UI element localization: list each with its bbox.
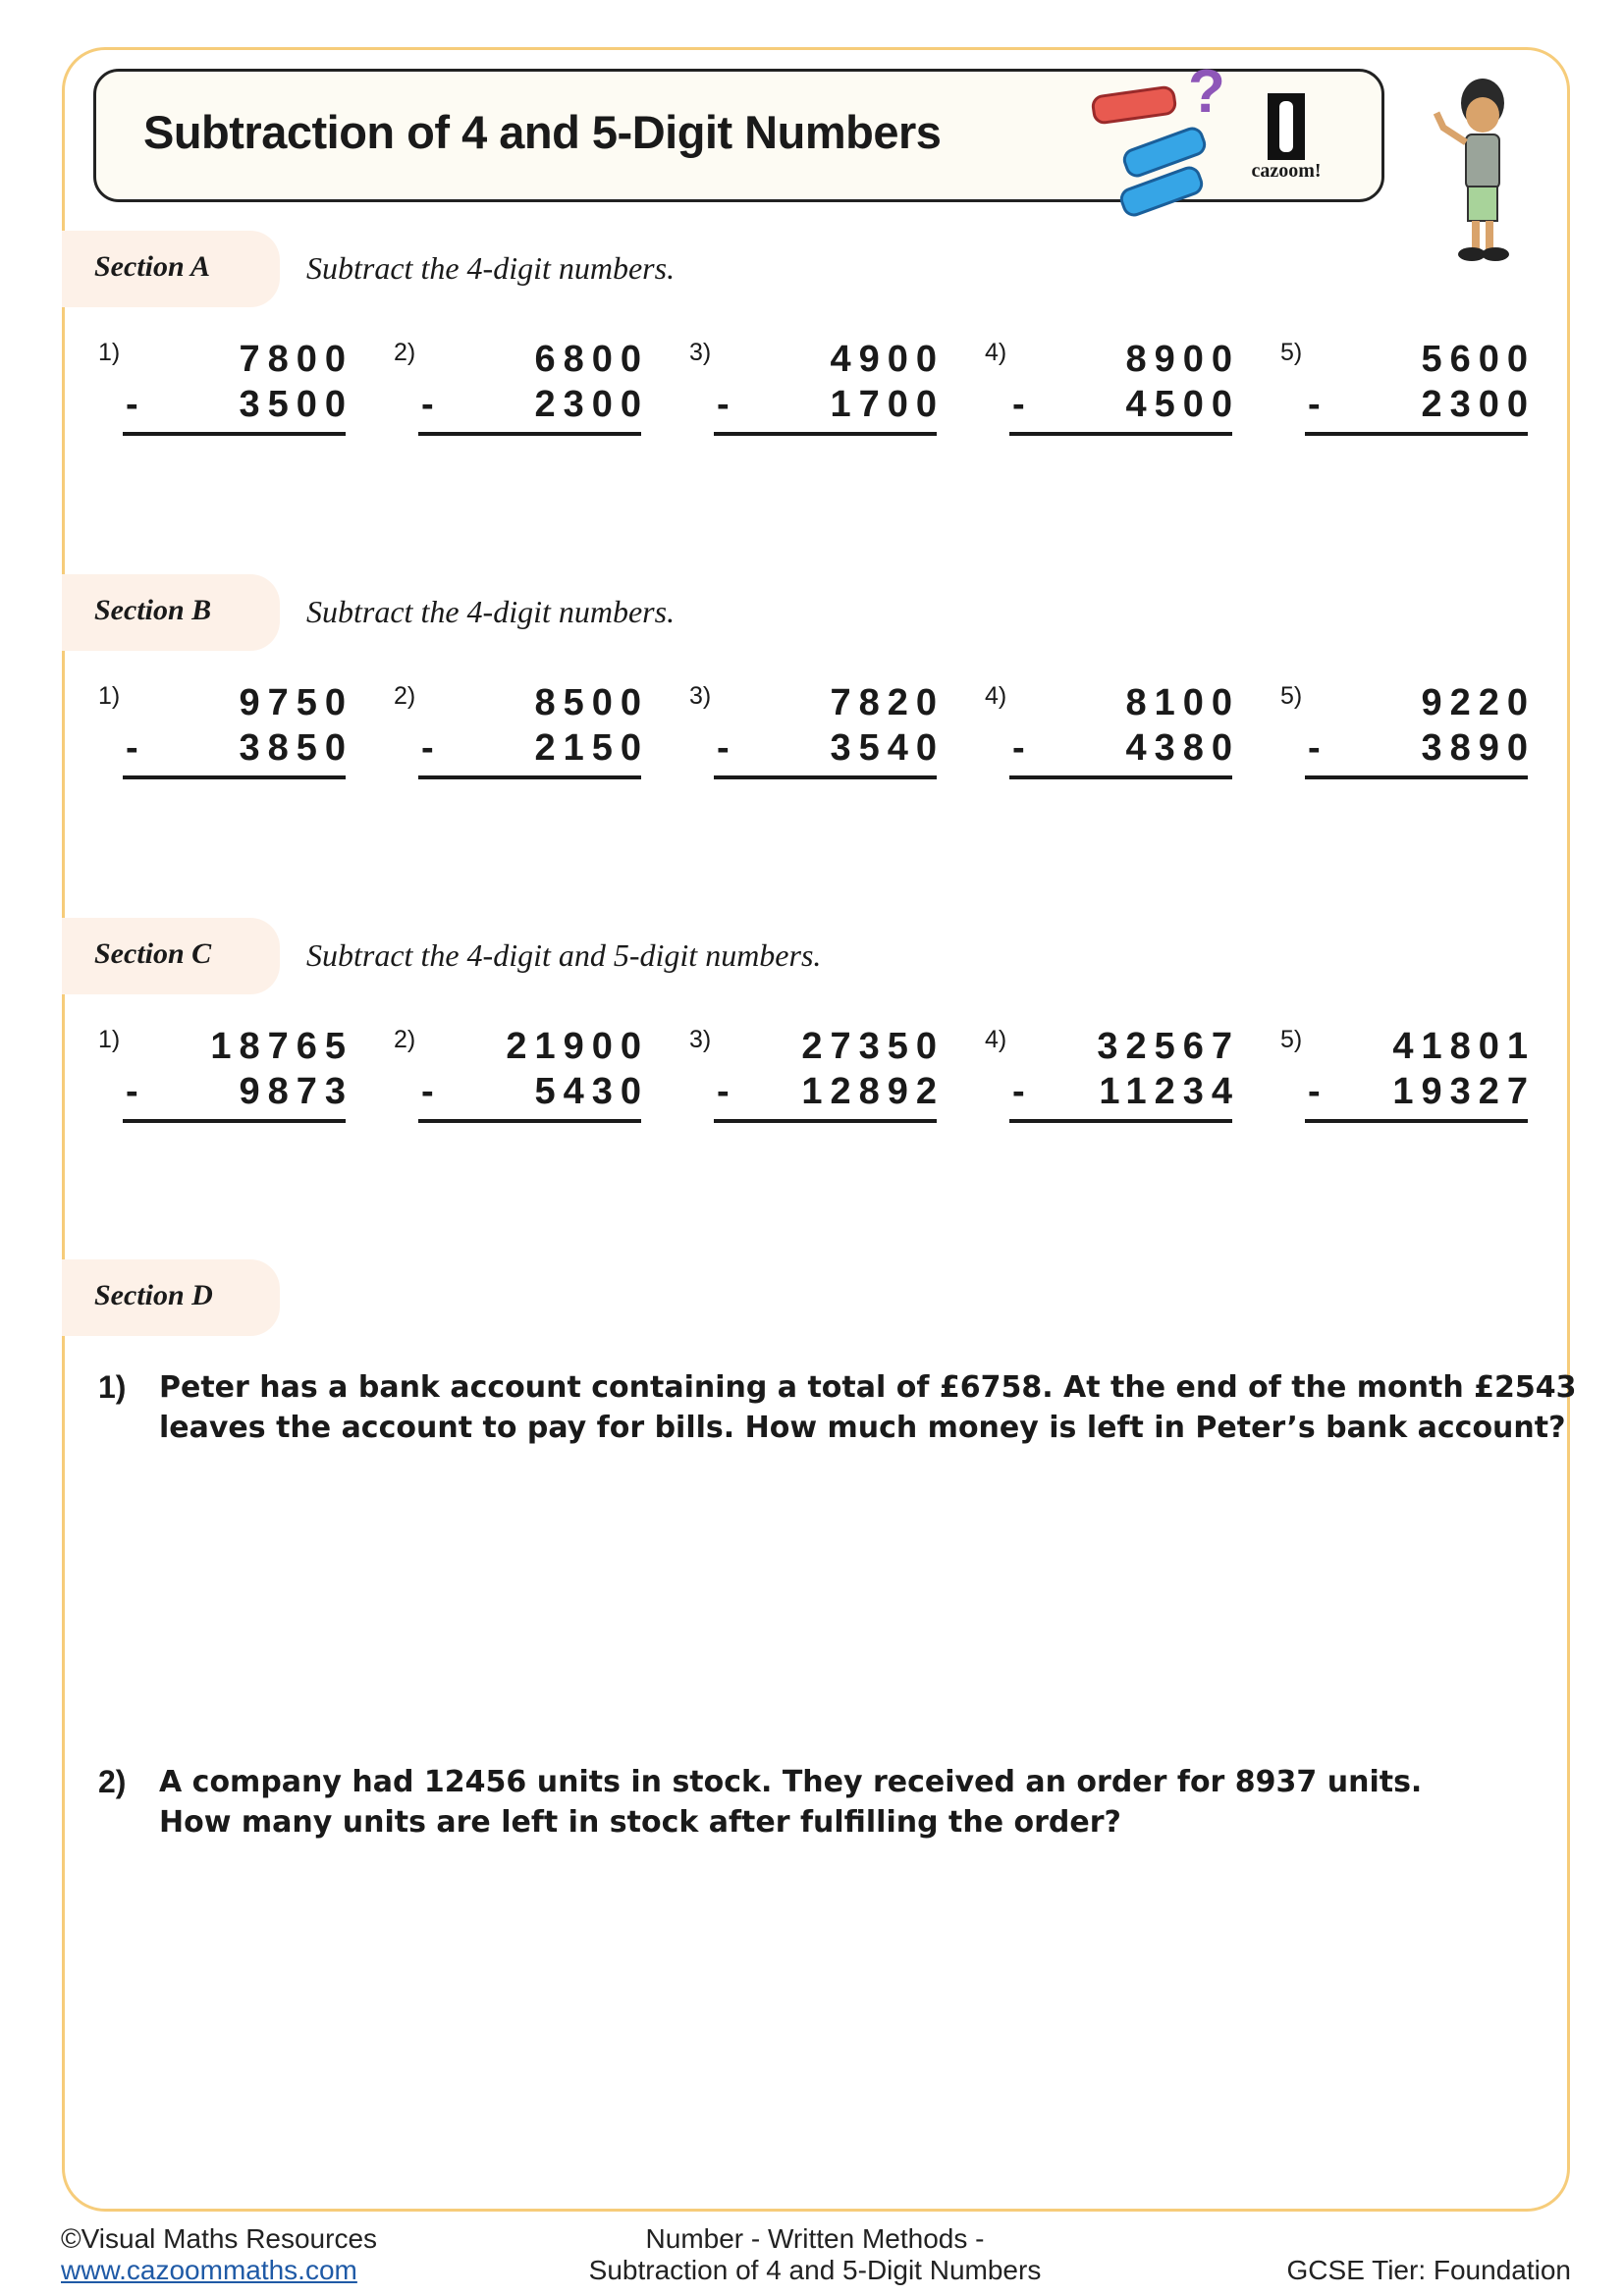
answer-line — [714, 775, 937, 779]
answer-line — [1305, 432, 1528, 436]
answer-line — [123, 432, 346, 436]
minuend: 4900 — [830, 339, 945, 380]
answer-line — [714, 1119, 937, 1123]
answer-line — [1305, 775, 1528, 779]
tier-label: GCSE Tier: Foundation — [1286, 2255, 1571, 2285]
minus-sign: - — [126, 1071, 138, 1112]
subtrahend: 2150 — [534, 727, 649, 769]
question-number: 1) — [98, 1369, 127, 1405]
logo-text: cazoom! — [1251, 160, 1322, 182]
question-text: A company had 12456 units in stock. They received an order for 8937 units. How many units are left in stock after fulfilling the order? — [159, 1765, 1423, 1840]
section-tab — [62, 231, 280, 307]
problem-number: 5) — [1280, 682, 1303, 710]
answer-line — [123, 1119, 346, 1123]
question-text: Peter has a bank account containing a total of £6758. At the end of the month £2543 leaves the account to pay for bills. How much money is left in Peter’s bank account? — [159, 1370, 1577, 1445]
answer-line — [1009, 432, 1232, 436]
answer-line — [418, 775, 641, 779]
minuend: 9220 — [1421, 682, 1536, 723]
copyright: ©Visual Maths Resources — [61, 2223, 378, 2254]
minus-sign: - — [1308, 1071, 1321, 1112]
subtraction-problem — [98, 1026, 353, 1134]
problem-number: 3) — [689, 682, 712, 710]
subtrahend: 12892 — [801, 1071, 945, 1112]
subtrahend: 3540 — [830, 727, 945, 769]
section-label: Section A — [94, 250, 211, 283]
minuend: 8500 — [534, 682, 649, 723]
subtraction-problem — [98, 339, 353, 447]
subtrahend: 3890 — [1421, 727, 1536, 769]
subtrahend: 3500 — [239, 384, 353, 425]
subtraction-problem — [98, 682, 353, 790]
topic-line-2: Subtraction of 4 and 5-Digit Numbers — [588, 2255, 1042, 2285]
problem-number: 2) — [394, 339, 416, 366]
minus-sign: - — [717, 384, 730, 425]
minus-sign: - — [1308, 384, 1321, 425]
subtrahend: 3850 — [239, 727, 353, 769]
cartoon-boy-icon — [1429, 74, 1527, 270]
minus-sign: - — [126, 384, 138, 425]
problem-number: 1) — [98, 339, 121, 366]
problem-number: 3) — [689, 1026, 712, 1053]
subtraction-problem — [985, 339, 1240, 447]
answer-line — [418, 432, 641, 436]
subtraction-problem — [394, 1026, 649, 1134]
minuend: 7800 — [239, 339, 353, 380]
section-instruction: Subtract the 4-digit numbers. — [306, 250, 676, 286]
minuend: 41801 — [1392, 1026, 1536, 1067]
cazoom-logo — [1242, 93, 1330, 183]
section-instruction: Subtract the 4-digit numbers. — [306, 594, 676, 629]
subtraction-problem — [1280, 339, 1536, 447]
minus-sign: - — [1012, 1071, 1025, 1112]
subtraction-problem — [985, 1026, 1240, 1134]
section-tab — [62, 918, 280, 994]
minus-sign: - — [717, 727, 730, 769]
problem-number: 4) — [985, 1026, 1007, 1053]
section-label: Section C — [94, 937, 212, 970]
answer-line — [418, 1119, 641, 1123]
website-link-text[interactable]: www.cazoommaths.com — [61, 2255, 357, 2285]
minuend: 7820 — [830, 682, 945, 723]
subtrahend: 2300 — [1421, 384, 1536, 425]
minuend: 32567 — [1097, 1026, 1240, 1067]
question-number: 2) — [98, 1764, 127, 1799]
problem-number: 2) — [394, 1026, 416, 1053]
problem-number: 5) — [1280, 1026, 1303, 1053]
subtrahend: 4380 — [1125, 727, 1240, 769]
minus-sign: - — [421, 727, 434, 769]
minuend: 6800 — [534, 339, 649, 380]
minuend: 5600 — [1421, 339, 1536, 380]
logo-mark-icon — [1268, 93, 1305, 160]
subtraction-problem — [689, 1026, 945, 1134]
minuend: 9750 — [239, 682, 353, 723]
subtrahend: 5430 — [534, 1071, 649, 1112]
page-title: Subtraction of 4 and 5-Digit Numbers — [143, 106, 942, 158]
subtrahend: 19327 — [1392, 1071, 1536, 1112]
problem-number: 4) — [985, 682, 1007, 710]
minus-sign: - — [717, 1071, 730, 1112]
problem-number: 1) — [98, 1026, 121, 1053]
subtraction-problem — [1280, 1026, 1536, 1134]
question-mark-icon: ? — [1188, 58, 1225, 126]
section-tab — [62, 574, 280, 651]
minuend: 8900 — [1125, 339, 1240, 380]
minuend: 27350 — [801, 1026, 945, 1067]
subtraction-problem — [689, 339, 945, 447]
minus-sign: - — [421, 384, 434, 425]
problem-number: 1) — [98, 682, 121, 710]
problem-number: 2) — [394, 682, 416, 710]
subtrahend: 9873 — [239, 1071, 353, 1112]
minus-sign: - — [126, 727, 138, 769]
subtraction-problem — [689, 682, 945, 790]
minus-sign: - — [1012, 727, 1025, 769]
section-instruction: Subtract the 4-digit and 5-digit numbers. — [306, 937, 822, 973]
problem-number: 3) — [689, 339, 712, 366]
section-d-tab — [62, 1259, 280, 1336]
section-label: Section B — [94, 594, 212, 626]
minuend: 18765 — [210, 1026, 353, 1067]
problem-number: 5) — [1280, 339, 1303, 366]
answer-line — [123, 775, 346, 779]
subtrahend: 1700 — [830, 384, 945, 425]
minus-sign: - — [1012, 384, 1025, 425]
subtraction-problem — [394, 339, 649, 447]
subtrahend: 2300 — [534, 384, 649, 425]
subtrahend: 4500 — [1125, 384, 1240, 425]
problem-number: 4) — [985, 339, 1007, 366]
subtrahend: 11234 — [1099, 1071, 1240, 1112]
website-link[interactable] — [61, 2255, 357, 2286]
minus-sign: - — [1308, 727, 1321, 769]
subtraction-problem — [394, 682, 649, 790]
answer-line — [1305, 1119, 1528, 1123]
topic-line-1: Number - Written Methods - — [645, 2223, 985, 2254]
subtraction-problem — [985, 682, 1240, 790]
minus-sign: - — [421, 1071, 434, 1112]
answer-line — [1009, 1119, 1232, 1123]
section-label: Section D — [94, 1279, 213, 1311]
subtraction-problem — [1280, 682, 1536, 790]
minuend: 8100 — [1125, 682, 1240, 723]
answer-line — [1009, 775, 1232, 779]
minuend: 21900 — [506, 1026, 649, 1067]
answer-line — [714, 432, 937, 436]
